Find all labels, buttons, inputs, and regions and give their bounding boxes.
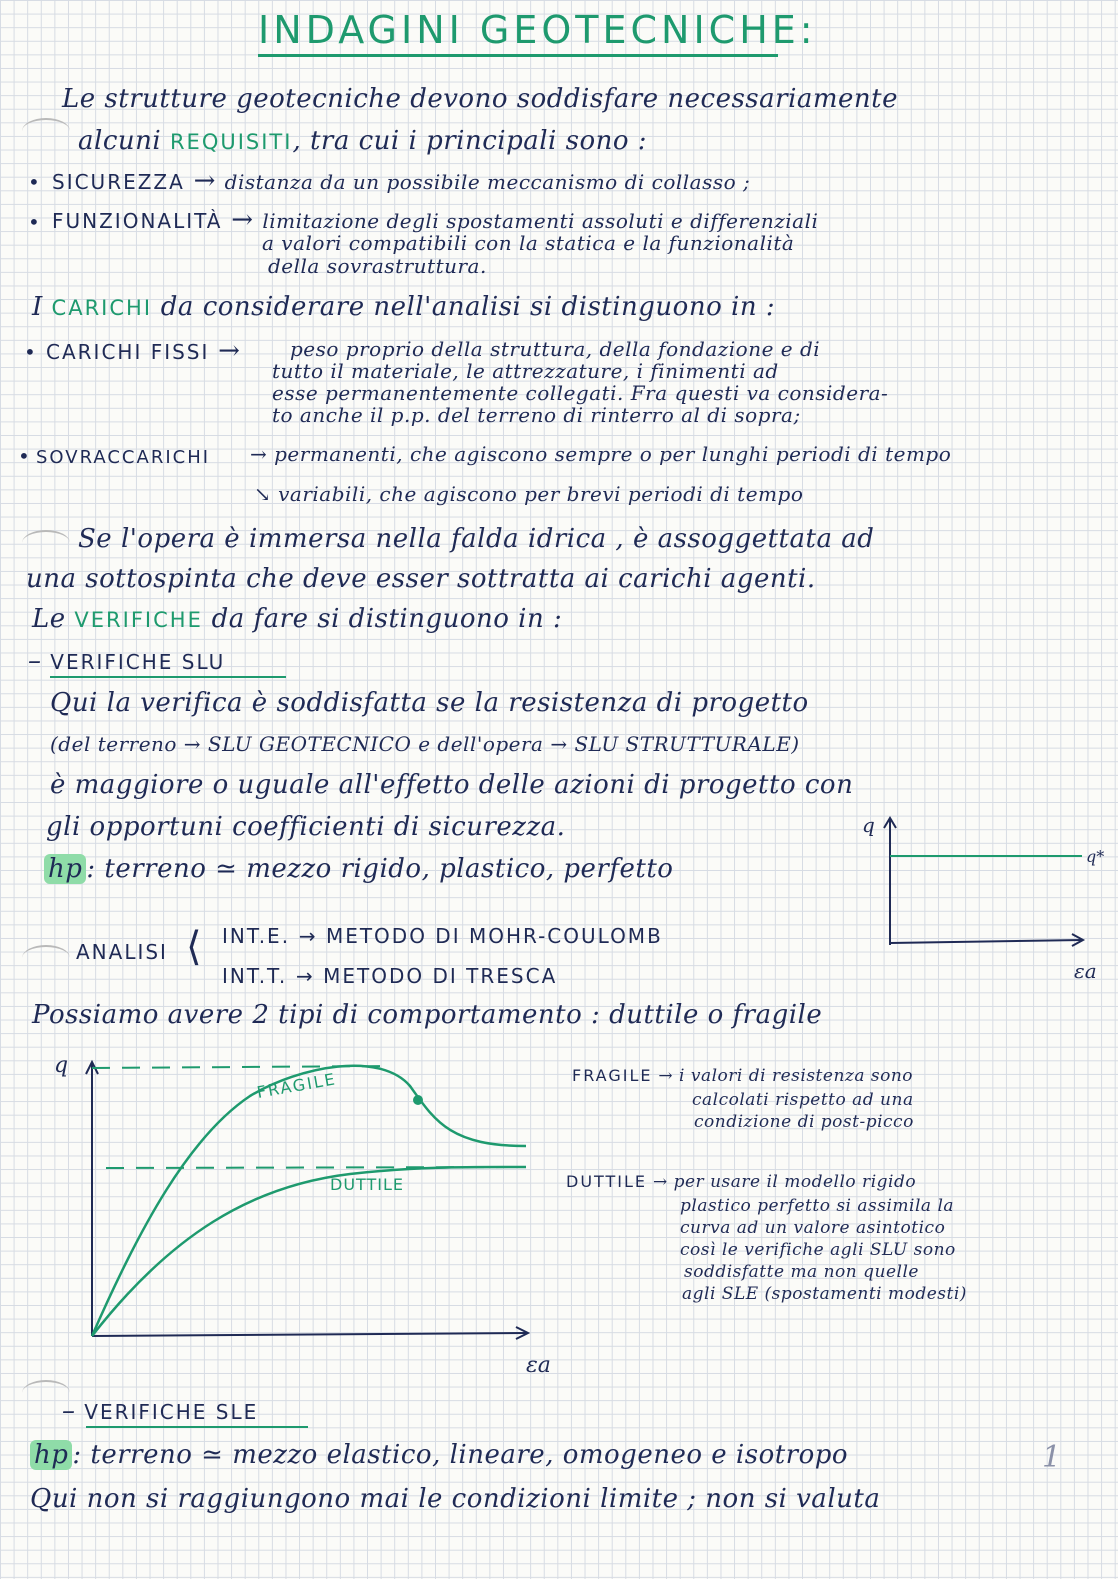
title-underline xyxy=(258,54,778,57)
behavior-chart xyxy=(50,1046,570,1386)
intro-text: alcuni xyxy=(78,126,162,156)
key: FRAGILE xyxy=(572,1066,653,1085)
slu-line: è maggiore o uguale all'effetto delle azioni di progetto con xyxy=(50,770,854,800)
verifiche-intro xyxy=(32,604,562,634)
carichi-fissi-line: to anche il p.p. del terreno di rinterro al di sopra; xyxy=(272,403,801,427)
duttile-note-line: soddisfatte ma non quelle xyxy=(684,1262,919,1282)
duttile-note-line: così le verifiche agli SLU sono xyxy=(680,1240,956,1260)
key: INT.E. xyxy=(222,924,291,948)
heading: VERIFICHE SLE xyxy=(84,1400,259,1424)
text: limitazione degli spostamenti assoluti e differenziali xyxy=(262,209,819,233)
arrow: → xyxy=(193,166,216,196)
intro-line-1: Le strutture geotecniche devono soddisfare necessariamente xyxy=(62,84,899,114)
fragile-note-line: condizione di post-picco xyxy=(694,1112,914,1132)
heading: VERIFICHE SLU xyxy=(50,650,226,674)
bullet: • xyxy=(18,444,30,468)
punch-hole xyxy=(22,945,70,971)
behavior-x-axis xyxy=(92,1333,526,1336)
intro-line-2 xyxy=(78,126,647,156)
small-chart-x-axis xyxy=(890,940,1082,943)
text: : terreno ≃ mezzo elastico, lineare, omogeneo e isotropo xyxy=(72,1440,849,1470)
bullet: • xyxy=(28,210,40,234)
label: FUNZIONALITÀ xyxy=(52,209,223,233)
carichi-fissi-line: esse permanentemente collegati. Fra questi va considera- xyxy=(272,381,889,405)
fragile-note-line: calcolati rispetto ad una xyxy=(692,1090,914,1110)
carichi-fissi-line: tutto il materiale, le attrezzature, i finimenti ad xyxy=(272,359,779,383)
page-number: 1 xyxy=(1042,1440,1062,1475)
bullet: • xyxy=(24,340,36,364)
falda-line-1: Se l'opera è immersa nella falda idrica , è assoggettata ad xyxy=(78,524,875,554)
duttile-label: DUTTILE xyxy=(330,1175,405,1194)
slu-line: (del terreno → SLU GEOTECNICO e dell'opera → SLU STRUTTURALE) xyxy=(50,732,800,756)
small-chart-y-label: q xyxy=(862,813,875,837)
bullet: • xyxy=(28,170,40,194)
sovraccarichi-line: → permanenti, che agiscono sempre o per lunghi periodi di tempo xyxy=(250,442,952,466)
text: → i valori di resistenza sono xyxy=(658,1066,914,1086)
duttile-note-line: agli SLE (spostamenti modesti) xyxy=(682,1284,967,1304)
funzionalita-cont-1: a valori compatibili con la statica e la funzionalità xyxy=(262,231,795,255)
text: I xyxy=(32,292,43,322)
text: variabili, che agiscono per brevi periodi di tempo xyxy=(278,482,804,506)
post-peak-point xyxy=(413,1095,423,1105)
sovraccarichi-line: ↘ variabili, che agiscono per brevi periodi di tempo xyxy=(254,482,804,506)
duttile-note-line: plastico perfetto si assimila la xyxy=(680,1196,955,1216)
fragile-label: FRAGILE xyxy=(255,1069,338,1102)
behavior-x-label: εa xyxy=(526,1353,551,1378)
carichi-fissi-label: CARICHI FISSI → xyxy=(46,336,241,366)
fragile-curve xyxy=(92,1066,526,1336)
label: SOVRACCARICHI xyxy=(36,447,211,468)
sle-heading: – VERIFICHE SLE xyxy=(62,1396,259,1426)
slu-line: Qui la verifica è soddisfatta se la resistenza di progetto xyxy=(50,688,809,718)
carichi-fissi-line: peso proprio della struttura, della fondazione e di xyxy=(290,337,821,361)
key: INT.T. xyxy=(222,964,288,988)
requisito-sicurezza xyxy=(52,166,750,196)
keyword-verifiche: VERIFICHE xyxy=(74,608,203,632)
text: : terreno ≃ mezzo rigido, plastico, perfetto xyxy=(86,854,674,884)
label: SICUREZZA xyxy=(52,170,185,194)
punch-hole xyxy=(22,118,70,144)
carichi-intro xyxy=(32,292,775,322)
text: → per usare il modello rigido xyxy=(652,1172,917,1192)
small-chart xyxy=(860,810,1105,990)
falda-line-2: una sottospinta che deve esser sottratta ai carichi agenti. xyxy=(26,564,816,594)
behavior-y-label: q xyxy=(54,1053,69,1078)
arrow: → xyxy=(231,205,254,235)
analisi-item-1 xyxy=(222,920,663,950)
keyword-requisiti: REQUISITI xyxy=(169,130,293,154)
text: Le xyxy=(32,604,66,634)
text: → METODO DI MOHR-COULOMB xyxy=(298,924,663,948)
page-title: INDAGINI GEOTECNICHE: xyxy=(258,8,817,52)
hp-highlight: hp xyxy=(44,854,86,884)
slu-line: gli opportuni coefficienti di sicurezza. xyxy=(46,812,566,842)
label: CARICHI FISSI xyxy=(46,340,210,364)
slu-heading: – VERIFICHE SLU xyxy=(28,646,226,676)
analisi-brace: ⟨ xyxy=(186,924,203,970)
intro-text: , tra cui i principali sono : xyxy=(292,126,648,156)
fragile-note-line xyxy=(572,1066,913,1086)
analisi-item-2 xyxy=(222,960,557,990)
small-chart-level-label: q* xyxy=(1086,847,1105,866)
punch-hole xyxy=(22,530,70,556)
small-chart-x-label: εa xyxy=(1074,959,1097,983)
duttile-note-line xyxy=(566,1172,916,1192)
keyword-carichi: CARICHI xyxy=(51,296,153,320)
duttile-curve xyxy=(92,1167,526,1336)
text: permanenti, che agiscono sempre o per lunghi periodi di tempo xyxy=(274,442,952,466)
sle-last-line: Qui non si raggiungono mai le condizioni limite ; non si valuta xyxy=(30,1484,881,1514)
analisi-label: ANALISI xyxy=(76,940,168,964)
slu-heading-underline xyxy=(50,676,286,678)
sle-heading-underline xyxy=(86,1426,308,1428)
comportamento-line: Possiamo avere 2 tipi di comportamento : duttile o fragile xyxy=(32,1000,823,1030)
text: distanza da un possibile meccanismo di collasso ; xyxy=(224,170,751,194)
key: DUTTILE xyxy=(566,1172,648,1191)
duttile-note-line: curva ad un valore asintotico xyxy=(680,1218,946,1238)
text: da fare si distinguono in : xyxy=(211,604,563,634)
hp-highlight: hp xyxy=(30,1440,72,1470)
funzionalita-cont-2: della sovrastruttura. xyxy=(268,254,487,278)
slu-hypothesis xyxy=(44,854,673,884)
sovraccarichi-label xyxy=(36,440,210,470)
text: → METODO DI TRESCA xyxy=(296,964,558,988)
sle-hypothesis xyxy=(30,1440,848,1470)
text: da considerare nell'analisi si distinguono in : xyxy=(160,292,776,322)
